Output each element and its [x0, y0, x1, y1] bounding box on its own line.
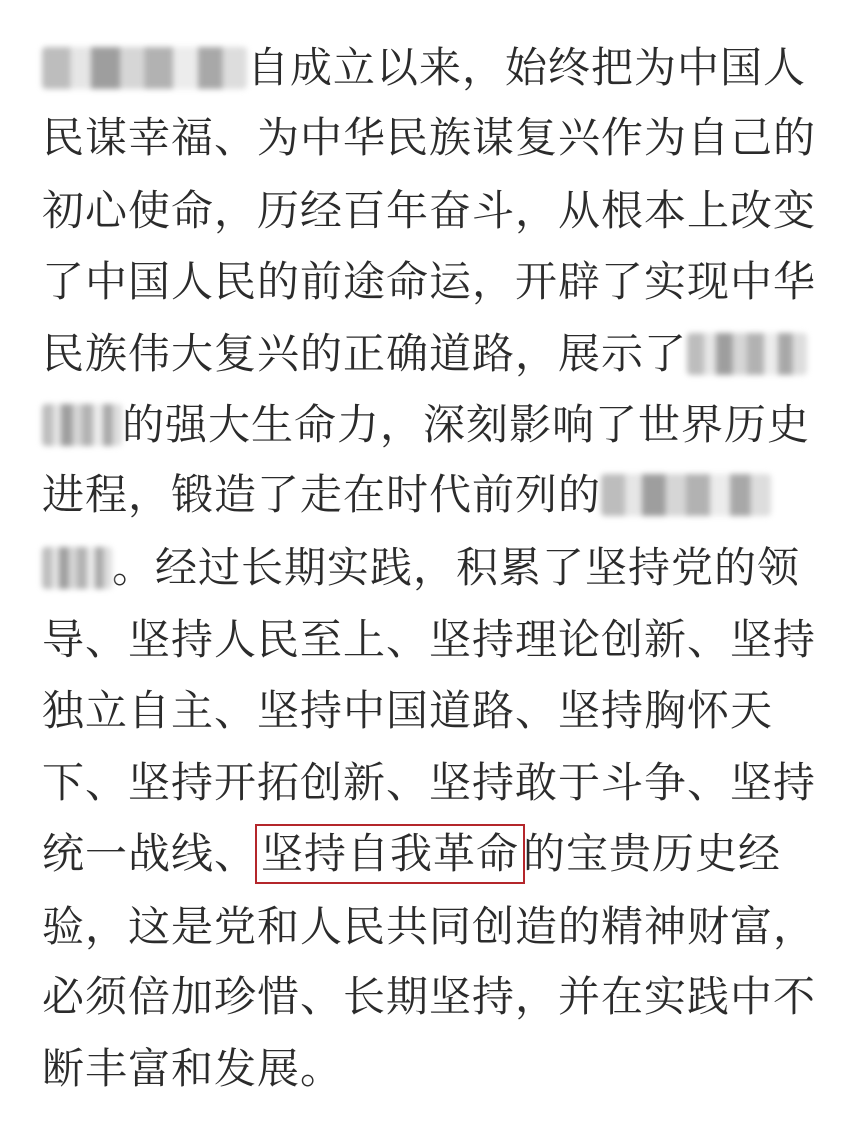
text-line-6 — [42, 390, 810, 460]
text-line-7 — [42, 460, 771, 530]
redacted-blur — [42, 47, 247, 89]
text-line-9 — [42, 605, 816, 675]
text-line-10 — [42, 676, 773, 746]
redacted-blur — [687, 333, 807, 375]
text-line-2 — [42, 103, 816, 173]
line-text: 民族伟大复兴的正确道路，展示了 — [42, 329, 688, 378]
text-line-5 — [42, 319, 807, 389]
line-text: 民谋幸福、为中华民族谋复兴作为自己的 — [42, 113, 817, 162]
text-line-4 — [42, 247, 816, 317]
text-line-11 — [42, 748, 816, 818]
redacted-blur — [601, 474, 771, 516]
line-text: 初心使命，历经百年奋斗，从根本上改变 — [42, 186, 817, 235]
line-text: 下、坚持开拓创新、坚持敢于斗争、坚持 — [42, 758, 817, 807]
line-text: 了中国人民的前途命运，开辟了实现中华 — [42, 257, 817, 306]
line-text: 的强大生命力，深刻影响了世界历史 — [122, 400, 811, 449]
highlighted-phrase: 坚持自我革命 — [255, 824, 525, 884]
line-text: 独立自主、坚持中国道路、坚持胸怀天 — [42, 686, 774, 735]
text-line-3 — [42, 176, 816, 246]
redacted-blur — [42, 547, 112, 589]
line-text: 必须倍加珍惜、长期坚持，并在实践中不 — [42, 972, 817, 1021]
text-line-13 — [42, 892, 816, 962]
text-line-14 — [42, 962, 816, 1032]
line-text: 断丰富和发展。 — [42, 1044, 344, 1093]
line-text: 进程，锻造了走在时代前列的 — [42, 470, 602, 519]
line-text: 验，这是党和人民共同创造的精神财富， — [42, 902, 817, 951]
text-line-12 — [42, 819, 781, 889]
text-line-1 — [42, 33, 806, 103]
text-line-15 — [42, 1034, 343, 1104]
line-text: 自成立以来，始终把为中国人 — [247, 43, 807, 92]
line-text: 导、坚持人民至上、坚持理论创新、坚持 — [42, 615, 817, 664]
line-text: 。经过长期实践，积累了坚持党的领 — [112, 543, 801, 592]
text-line-8 — [42, 533, 800, 603]
redacted-blur — [42, 404, 122, 446]
line-text: 的宝贵历史经 — [523, 829, 782, 878]
line-text: 统一战线、 — [42, 829, 258, 878]
